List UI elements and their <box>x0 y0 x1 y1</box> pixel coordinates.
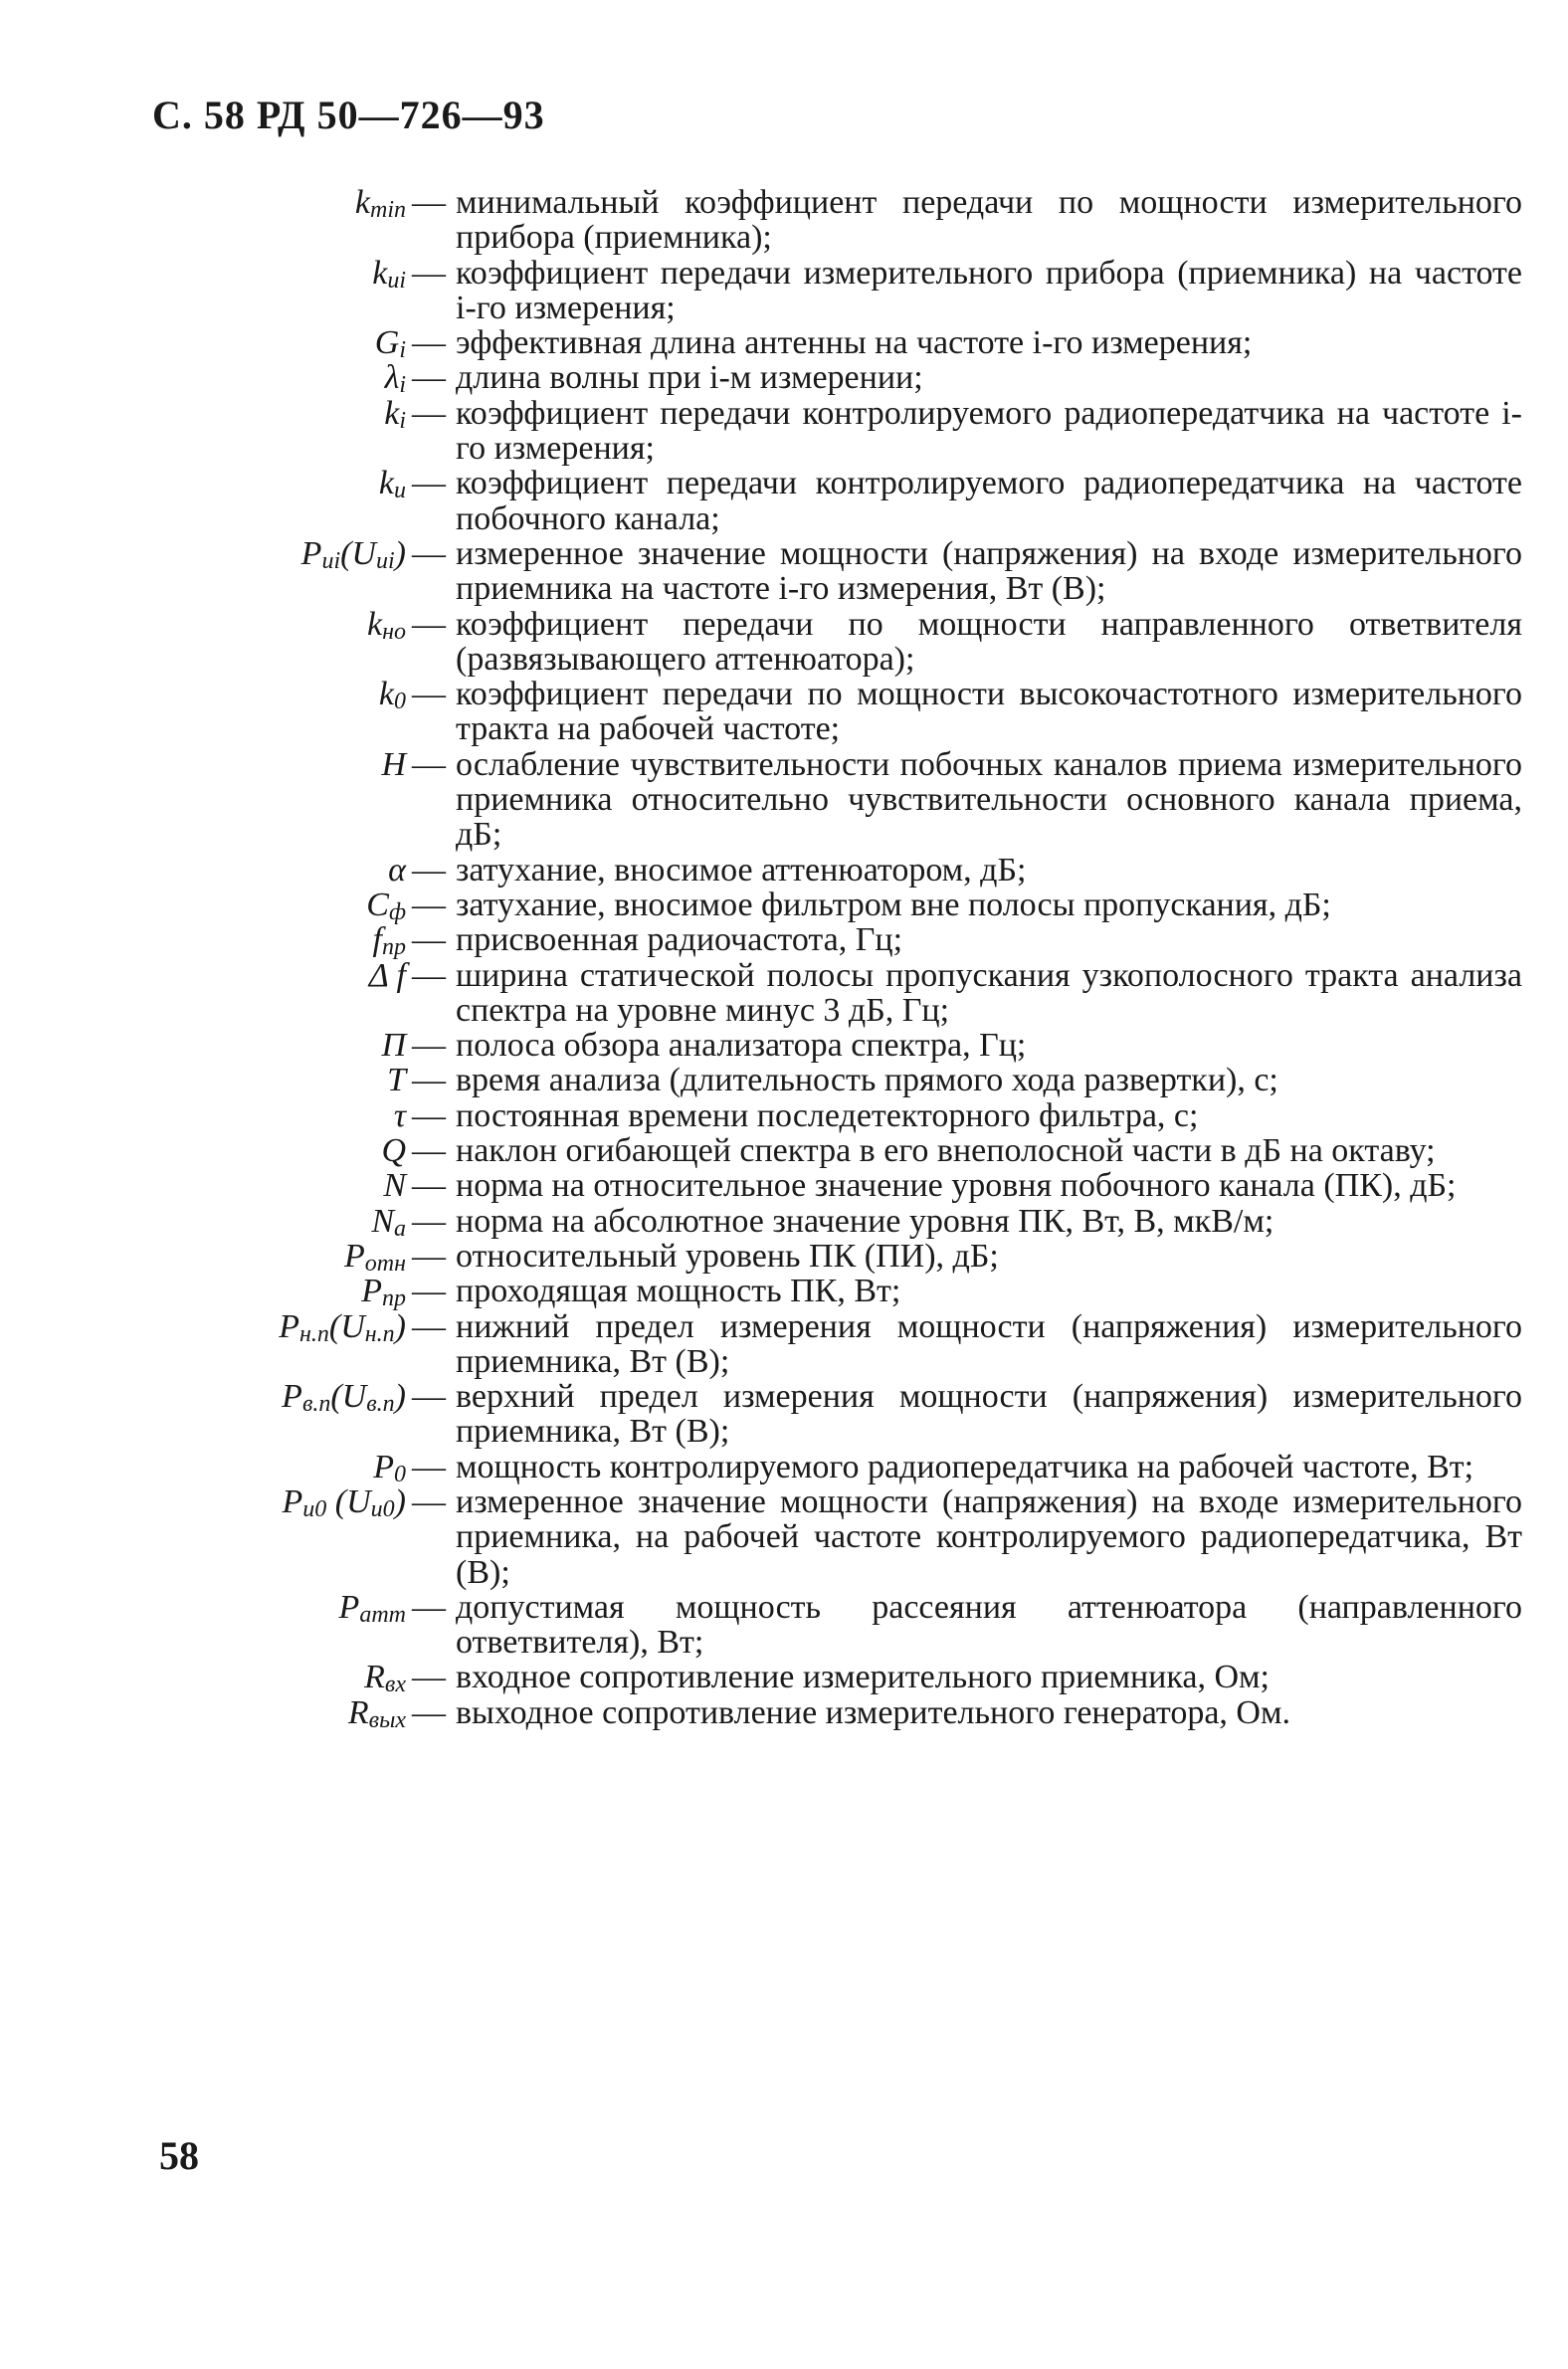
definition-dash: — <box>412 956 446 994</box>
definition-row <box>149 747 1522 853</box>
definition-dash: — <box>412 184 446 221</box>
definition-row <box>149 677 1522 747</box>
definition-dash: — <box>412 1378 446 1416</box>
definition-text: коэффициент передачи по мощности направленного ответвителя (развязывающего аттенюатора); <box>456 605 1522 678</box>
definition-symbol: $P_{иi}(U_{иi})$ <box>300 534 406 574</box>
definition-dash: — <box>412 886 446 923</box>
definition-row <box>149 958 1522 1029</box>
definition-text: относительный уровень ПК (ПИ), дБ; <box>456 1237 999 1275</box>
definition-row <box>149 536 1522 607</box>
definition-symbol: $R_{вых}$ <box>347 1693 406 1733</box>
definition-symbol: $P_{отн}$ <box>343 1237 406 1277</box>
definition-dash: — <box>412 605 446 643</box>
definition-symbol: $N_а$ <box>371 1202 406 1242</box>
definition-text: ширина статической полосы пропускания узкополосного тракта анализа спектра на уровне минус 3 дБ, Гц; <box>456 956 1522 1029</box>
definition-dash: — <box>412 1167 446 1205</box>
definition-dash: — <box>412 254 446 292</box>
definition-symbol: $C_ф$ <box>366 886 406 925</box>
definition-dash: — <box>412 745 446 783</box>
definition-text: ослабление чувствительности побочных каналов приема измерительного приемника относительно чувствительности основного канала приема, дБ; <box>456 745 1522 854</box>
definition-dash: — <box>412 921 446 959</box>
definition-row <box>149 1590 1522 1661</box>
definition-symbol: $k_{но}$ <box>367 605 406 645</box>
running-head: С. 58 РД 50—726—93 <box>152 93 545 137</box>
definition-row <box>149 1168 1522 1203</box>
definition-row <box>149 1273 1522 1312</box>
definition-row <box>149 256 1522 326</box>
definition-symbol: T <box>387 1062 406 1099</box>
definition-row <box>149 185 1522 256</box>
definition-row <box>149 1309 1522 1380</box>
definition-symbol: $P_0$ <box>373 1448 406 1487</box>
definitions-list <box>149 184 1522 1733</box>
definition-row <box>149 921 1522 961</box>
definition-symbol: $P_{атт}$ <box>338 1588 406 1628</box>
definition-dash: — <box>412 324 446 362</box>
definition-text: присвоенная радиочастота, Гц; <box>456 921 903 959</box>
definition-row <box>149 1028 1522 1063</box>
definition-symbol: τ <box>393 1096 406 1134</box>
definition-dash: — <box>412 1202 446 1240</box>
definition-text: измеренное значение мощности (напряжения) на входе измерительного приемника на частоте i-го измерения, Вт (В); <box>456 534 1522 608</box>
definition-dash: — <box>412 851 446 888</box>
definition-row <box>149 466 1522 536</box>
definition-dash: — <box>412 1659 446 1696</box>
definition-text: затухание, вносимое фильтром вне полосы пропускания, дБ; <box>456 886 1331 923</box>
definition-text: коэффициент передачи измерительного прибора (приемника) на частоте i-го измерения; <box>456 254 1522 326</box>
definition-dash: — <box>412 534 446 572</box>
definition-text: наклон огибающей спектра в его внеполосной части в дБ на октаву; <box>456 1132 1436 1170</box>
definition-row <box>149 359 1522 399</box>
definition-text: норма на относительное значение уровня побочного канала (ПК), дБ; <box>456 1167 1457 1205</box>
definition-text: норма на абсолютное значение уровня ПК, Вт, В, мкВ/м; <box>456 1202 1274 1240</box>
definition-text: коэффициент передачи контролируемого радиопередатчика на частоте i-го измерения; <box>456 394 1522 468</box>
definition-text: полоса обзора анализатора спектра, Гц; <box>456 1027 1027 1065</box>
definition-dash: — <box>412 1237 446 1275</box>
definition-symbol: α <box>388 851 406 888</box>
definition-dash: — <box>412 1588 446 1626</box>
definition-row <box>149 396 1522 467</box>
definition-symbol: $k_0$ <box>378 676 406 715</box>
definition-row <box>149 1063 1522 1097</box>
definition-symbol: $P_{в.п}(U_{в.п})$ <box>282 1378 406 1418</box>
definition-symbol: $k_i$ <box>384 394 406 434</box>
definition-text: эффективная длина антенны на частоте i-го измерения; <box>456 324 1253 362</box>
definition-text: длина волны при i-м измерении; <box>456 359 923 397</box>
definition-symbol: $R_{вх}$ <box>364 1659 406 1698</box>
definition-symbol: $k_и$ <box>378 465 406 504</box>
definition-dash: — <box>412 676 446 713</box>
definition-dash: — <box>412 1693 446 1731</box>
definition-row <box>149 1484 1522 1590</box>
definition-symbol: П <box>381 1027 406 1065</box>
definition-dash: — <box>412 465 446 502</box>
definition-dash: — <box>412 1273 446 1310</box>
definition-dash: — <box>412 1448 446 1485</box>
definition-dash: — <box>412 394 446 432</box>
definition-row <box>149 1379 1522 1450</box>
definition-symbol: $P_{н.п}(U_{н.п})$ <box>279 1307 406 1347</box>
definition-text: верхний предел измерения мощности (напряжения) измерительного приемника, Вт (В); <box>456 1378 1522 1451</box>
definition-dash: — <box>412 1307 446 1345</box>
definition-row <box>149 1693 1522 1733</box>
definition-dash: — <box>412 1027 446 1065</box>
definition-dash: — <box>412 1132 446 1170</box>
definition-text: допустимая мощность рассеяния аттенюатора (направленного ответвителя), Вт; <box>456 1588 1522 1662</box>
definition-row <box>149 607 1522 678</box>
definition-row <box>149 324 1522 364</box>
definition-row <box>149 1237 1522 1277</box>
definition-symbol: $k_{min}$ <box>354 184 406 223</box>
definition-text: проходящая мощность ПК, Вт; <box>456 1273 901 1310</box>
definition-text: коэффициент передачи по мощности высокочастотного измерительного тракта на рабочей частоте; <box>456 676 1522 748</box>
definition-row <box>149 1133 1522 1168</box>
definition-text: входное сопротивление измерительного приемника, Ом; <box>456 1659 1270 1696</box>
definition-symbol: $P_{и0}$ $(U_{и0})$ <box>282 1482 406 1522</box>
page-number: 58 <box>159 2133 199 2178</box>
definition-row <box>149 853 1522 888</box>
definition-text: измеренное значение мощности (напряжения) на входе измерительного приемника, на рабочей частоте контролируемого радиопередатчика, Вт (В); <box>456 1482 1522 1591</box>
definition-row <box>149 1659 1522 1698</box>
definition-text: минимальный коэффициент передачи по мощности измерительного прибора (приемника); <box>456 184 1522 257</box>
definition-symbol: $P_{пр}$ <box>361 1273 406 1312</box>
definition-symbol: H <box>381 745 406 783</box>
definition-row <box>149 886 1522 925</box>
definition-row <box>149 1202 1522 1242</box>
definition-text: выходное сопротивление измерительного генератора, Ом. <box>456 1693 1290 1731</box>
definition-symbol: $k_{иi}$ <box>372 254 406 294</box>
definition-text: мощность контролируемого радиопередатчика на рабочей частоте, Вт; <box>456 1448 1474 1485</box>
definition-symbol: $\lambda_i$ <box>384 359 406 399</box>
definition-dash: — <box>412 359 446 397</box>
definition-symbol: N <box>383 1167 406 1205</box>
definition-dash: — <box>412 1482 446 1520</box>
definition-dash: — <box>412 1096 446 1134</box>
definition-symbol: $f_{пр}$ <box>372 921 406 961</box>
definition-symbol: Δ f <box>368 956 406 994</box>
definition-text: время анализа (длительность прямого хода развертки), с; <box>456 1062 1278 1099</box>
definition-symbol: $G_i$ <box>374 324 406 364</box>
definition-text: постоянная времени последетекторного фильтра, с; <box>456 1096 1199 1134</box>
definition-row <box>149 1448 1522 1487</box>
definition-row <box>149 1098 1522 1133</box>
definition-symbol: Q <box>381 1132 406 1170</box>
definition-text: нижний предел измерения мощности (напряжения) измерительного приемника, Вт (В); <box>456 1307 1522 1380</box>
definition-dash: — <box>412 1062 446 1099</box>
definition-text: коэффициент передачи контролируемого радиопередатчика на частоте побочного канала; <box>456 465 1522 537</box>
definition-text: затухание, вносимое аттенюатором, дБ; <box>456 851 1027 888</box>
